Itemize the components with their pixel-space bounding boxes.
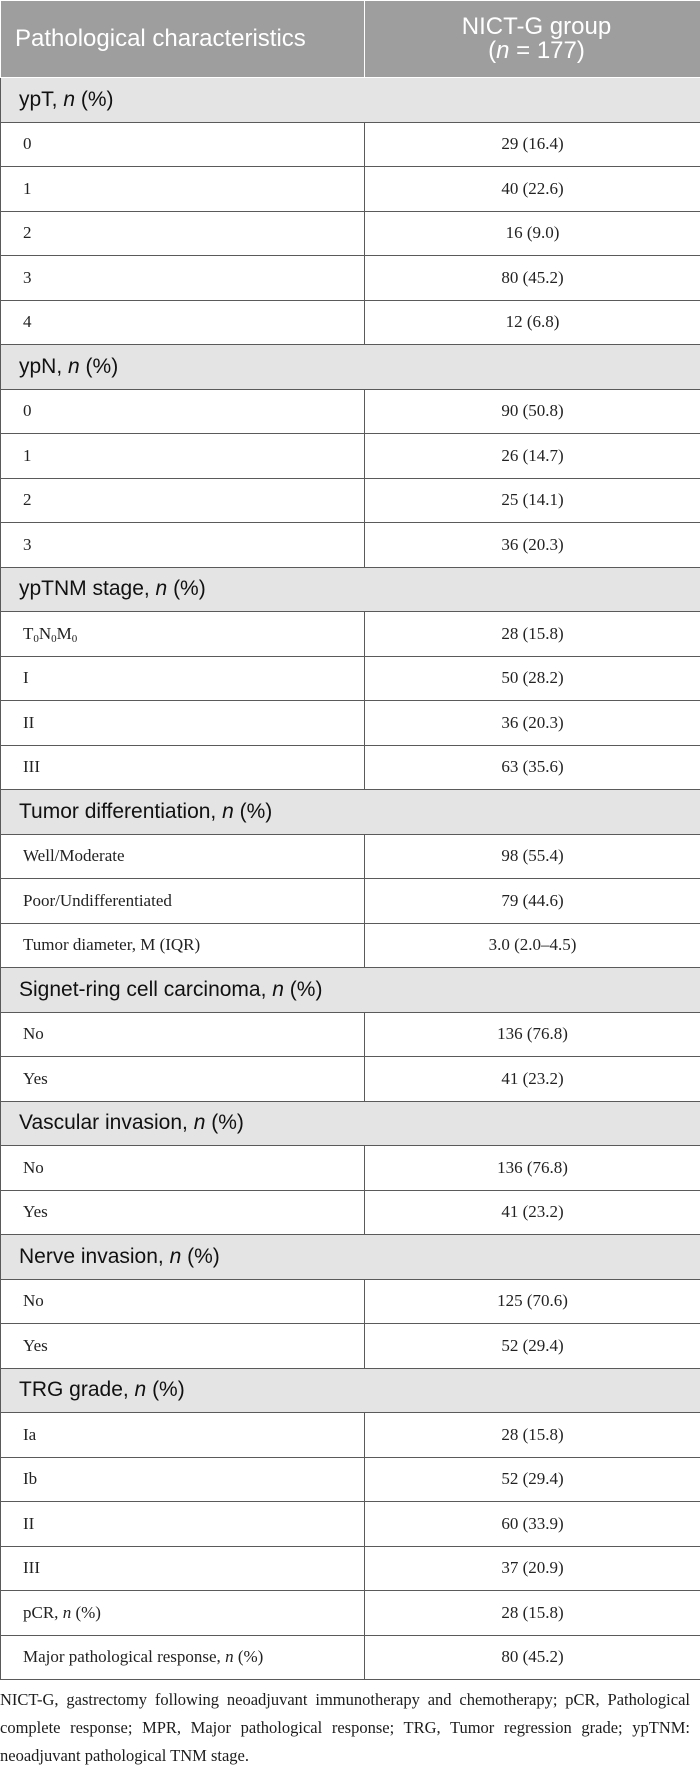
row-value: 26 (14.7) bbox=[365, 434, 700, 479]
table-row bbox=[1, 167, 700, 212]
table-row bbox=[1, 1502, 700, 1547]
section-title bbox=[1, 968, 700, 1013]
header-group-name: NICT-G group bbox=[461, 13, 612, 40]
section-header-row bbox=[1, 567, 700, 612]
section-header-row bbox=[1, 968, 700, 1013]
table-row bbox=[1, 923, 700, 968]
row-label-suffix: (%) bbox=[71, 1602, 101, 1622]
row-value: 136 (76.8) bbox=[365, 1012, 700, 1057]
section-header-row bbox=[1, 1368, 700, 1413]
table-row bbox=[1, 1012, 700, 1057]
table-row bbox=[1, 612, 700, 657]
section-title-n: n bbox=[272, 977, 284, 1001]
section-title-n: n bbox=[68, 354, 80, 378]
row-value: 12 (6.8) bbox=[365, 300, 700, 345]
row-value: 98 (55.4) bbox=[365, 834, 700, 879]
row-value: 52 (29.4) bbox=[365, 1324, 700, 1369]
table-row bbox=[1, 1057, 700, 1102]
section-title-suffix: (%) bbox=[75, 87, 114, 111]
row-label: Yes bbox=[1, 1190, 365, 1235]
section-title-suffix: (%) bbox=[181, 1244, 220, 1268]
row-label: Ib bbox=[1, 1457, 365, 1502]
row-label: Yes bbox=[1, 1324, 365, 1369]
row-value: 136 (76.8) bbox=[365, 1146, 700, 1191]
section-title-text: ypTNM stage, bbox=[19, 577, 156, 601]
section-title-suffix: (%) bbox=[146, 1378, 185, 1402]
table-row bbox=[1, 1146, 700, 1191]
header-characteristics: Pathological characteristics bbox=[1, 1, 365, 78]
section-header-row bbox=[1, 78, 700, 123]
row-label: Tumor diameter, M (IQR) bbox=[1, 923, 365, 968]
row-value: 28 (15.8) bbox=[365, 612, 700, 657]
section-title bbox=[1, 78, 700, 123]
section-header-row bbox=[1, 790, 700, 835]
row-label: No bbox=[1, 1279, 365, 1324]
row-value: 50 (28.2) bbox=[365, 656, 700, 701]
section-title-n: n bbox=[134, 1378, 147, 1402]
table-row bbox=[1, 122, 700, 167]
row-label: II bbox=[1, 1502, 365, 1547]
section-header-row bbox=[1, 1101, 700, 1146]
row-value: 36 (20.3) bbox=[365, 523, 700, 568]
table-row bbox=[1, 478, 700, 523]
header-n-symbol: n bbox=[496, 37, 510, 64]
table-row bbox=[1, 1635, 700, 1680]
section-title-text: Vascular invasion, bbox=[19, 1111, 194, 1135]
row-value: 41 (23.2) bbox=[365, 1057, 700, 1102]
row-label: 4 bbox=[1, 300, 365, 345]
section-title bbox=[1, 567, 700, 612]
table-row bbox=[1, 701, 700, 746]
row-label: Poor/Undifferentiated bbox=[1, 879, 365, 924]
table-row bbox=[1, 1413, 700, 1458]
row-value: 125 (70.6) bbox=[365, 1279, 700, 1324]
row-label: II bbox=[1, 701, 365, 746]
table-row bbox=[1, 211, 700, 256]
row-label: III bbox=[1, 745, 365, 790]
table-row bbox=[1, 1324, 700, 1369]
row-value: 79 (44.6) bbox=[365, 879, 700, 924]
row-value: 63 (35.6) bbox=[365, 745, 700, 790]
section-title bbox=[1, 345, 700, 390]
section-title bbox=[1, 1368, 700, 1413]
section-title-text: TRG grade, bbox=[19, 1378, 135, 1402]
row-value: 29 (16.4) bbox=[365, 122, 700, 167]
row-label: 0 bbox=[1, 122, 365, 167]
section-title bbox=[1, 1101, 700, 1146]
table-row bbox=[1, 834, 700, 879]
row-label-suffix: (%) bbox=[233, 1647, 264, 1667]
row-label: 3 bbox=[1, 256, 365, 301]
row-label: 1 bbox=[1, 167, 365, 212]
row-label: 1 bbox=[1, 434, 365, 479]
row-value: 3.0 (2.0–4.5) bbox=[365, 923, 700, 968]
table-row bbox=[1, 256, 700, 301]
row-value: 16 (9.0) bbox=[365, 211, 700, 256]
row-label: 0 bbox=[1, 389, 365, 434]
row-label-text: Major pathological response, bbox=[23, 1647, 226, 1667]
row-value: 41 (23.2) bbox=[365, 1190, 700, 1235]
row-label bbox=[1, 1591, 365, 1636]
table-row bbox=[1, 300, 700, 345]
table-row bbox=[1, 656, 700, 701]
section-title-text: Signet-ring cell carcinoma, bbox=[19, 977, 273, 1001]
section-title-suffix: (%) bbox=[205, 1111, 244, 1135]
section-title-n: n bbox=[155, 577, 168, 601]
row-label-n: n bbox=[225, 1647, 234, 1667]
table-row bbox=[1, 879, 700, 924]
section-title-suffix: (%) bbox=[233, 799, 273, 823]
section-title-text: Tumor differentiation, bbox=[19, 799, 223, 823]
row-value: 40 (22.6) bbox=[365, 167, 700, 212]
section-title-n: n bbox=[193, 1111, 206, 1135]
row-label bbox=[1, 1635, 365, 1680]
section-header-row bbox=[1, 1235, 700, 1280]
section-header-row bbox=[1, 345, 700, 390]
row-label-text: pCR, bbox=[23, 1602, 63, 1622]
row-label: 2 bbox=[1, 478, 365, 523]
section-title bbox=[1, 1235, 700, 1280]
row-value: 36 (20.3) bbox=[365, 701, 700, 746]
row-value: 52 (29.4) bbox=[365, 1457, 700, 1502]
table-row bbox=[1, 434, 700, 479]
table-row bbox=[1, 523, 700, 568]
section-title-text: ypN, bbox=[19, 354, 69, 378]
section-title-text: ypT, bbox=[19, 87, 64, 111]
row-label: Ia bbox=[1, 1413, 365, 1458]
row-value: 60 (33.9) bbox=[365, 1502, 700, 1547]
section-title-suffix: (%) bbox=[283, 977, 323, 1001]
row-label-tnm: $T_0N_0M_0$ bbox=[1, 612, 365, 657]
table-row bbox=[1, 1591, 700, 1636]
section-title-suffix: (%) bbox=[79, 354, 119, 378]
row-label: I bbox=[1, 656, 365, 701]
section-title-text: Nerve invasion, bbox=[19, 1244, 170, 1268]
row-label-n: n bbox=[62, 1602, 72, 1622]
section-title-n: n bbox=[169, 1244, 182, 1268]
section-title-n: n bbox=[222, 799, 234, 823]
row-value: 28 (15.8) bbox=[365, 1591, 700, 1636]
row-value: 25 (14.1) bbox=[365, 478, 700, 523]
row-value: 28 (15.8) bbox=[365, 1413, 700, 1458]
row-label: No bbox=[1, 1146, 365, 1191]
header-row bbox=[1, 1, 700, 78]
table-row bbox=[1, 1190, 700, 1235]
table-footnote: NICT-G, gastrectomy following neoadjuvant immunotherapy and chemotherapy; pCR, Pathological complete response; MPR, Major pathological response; TRG, Tumor regression grade; ypTNM: neoadjuvant pathological TNM stage. bbox=[0, 1690, 690, 1765]
header-n-value: = 177) bbox=[509, 37, 585, 64]
row-value: 37 (20.9) bbox=[365, 1546, 700, 1591]
row-value: 80 (45.2) bbox=[365, 1635, 700, 1680]
header-group: NICT-G group (n = 177) bbox=[365, 1, 700, 78]
section-title-n: n bbox=[63, 87, 76, 111]
table-body bbox=[1, 78, 700, 1680]
row-label: Well/Moderate bbox=[1, 834, 365, 879]
table-row bbox=[1, 1279, 700, 1324]
row-value: 90 (50.8) bbox=[365, 389, 700, 434]
row-value: 80 (45.2) bbox=[365, 256, 700, 301]
table-row bbox=[1, 389, 700, 434]
row-label: III bbox=[1, 1546, 365, 1591]
row-label: 2 bbox=[1, 211, 365, 256]
row-label: 3 bbox=[1, 523, 365, 568]
row-label: Yes bbox=[1, 1057, 365, 1102]
section-title bbox=[1, 790, 700, 835]
table-row bbox=[1, 1457, 700, 1502]
table-row bbox=[1, 745, 700, 790]
table-row bbox=[1, 1546, 700, 1591]
section-title-suffix: (%) bbox=[167, 577, 206, 601]
row-label: No bbox=[1, 1012, 365, 1057]
